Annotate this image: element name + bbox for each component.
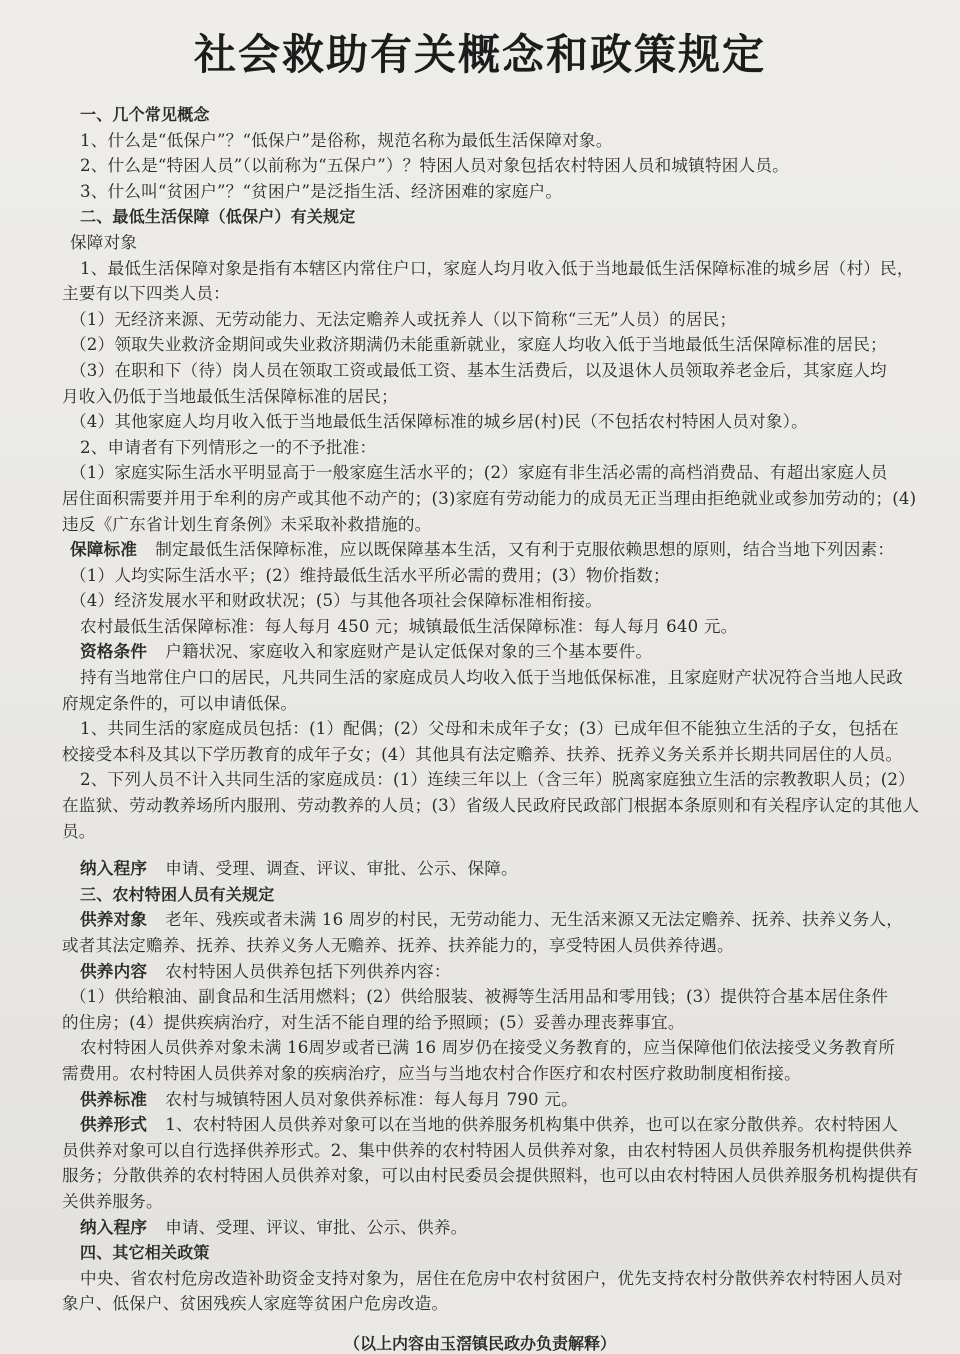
text-line: 校接受本科及其以下学历教育的成年子女；(4）其他具有法定赡养、扶养、抚养义务关系并长期共同居住的人员。 bbox=[62, 744, 903, 764]
term-support-target: 供养对象 bbox=[80, 910, 148, 930]
term-qualification: 资格条件 bbox=[80, 642, 148, 662]
text-line: 员。 bbox=[62, 821, 96, 841]
text-line: 供养标准 农村与城镇特困人员对象供养标准：每人每月 790 元。 bbox=[80, 1089, 578, 1109]
text-line: 3、什么叫“贫困户”？“贫困户”是泛指生活、经济困难的家庭户。 bbox=[80, 181, 563, 201]
text-line: 居住面积需要并用于牟利的房产或其他不动产的；(3)家庭有劳动能力的成员无正当理由拒绝就业或参加劳动的；(4) bbox=[62, 488, 917, 508]
text-line: 持有当地常住户口的居民，凡共同生活的家庭成员人均收入低于当地低保标准，且家庭财产状况符合当地人民政 bbox=[80, 668, 903, 688]
text-line: 服务；分散供养的农村特困人员供养对象，可以由村民委员会提供照料，也可以由农村特困人员供养服务机构提供有 bbox=[62, 1166, 919, 1186]
text-line: 主要有以下四类人员： bbox=[62, 284, 230, 304]
text-line: （1）无经济来源、无劳动能力、无法定赡养人或抚养人（以下简称“三无”人员）的居民； bbox=[70, 309, 737, 329]
text-line: 或者其法定赡养、抚养、扶养义务人无赡养、抚养、扶养能力的，享受特困人员供养待遇。 bbox=[62, 936, 734, 955]
subheading-protection-target: 保障对象 bbox=[70, 232, 138, 252]
text-line: 资格条件 户籍状况、家庭收入和家庭财产是认定低保对象的三个基本要件。 bbox=[80, 642, 653, 662]
text-line: 供养内容 农村特困人员供养包括下列供养内容： bbox=[80, 961, 451, 981]
text-line: 2、下列人员不计入共同生活的家庭成员：(1）连续三年以上（含三年）脱离家庭独立生活的宗教教职人员；(2） bbox=[80, 770, 915, 790]
footer-note: （以上内容由玉滘镇民政办负责解释） bbox=[343, 1333, 616, 1353]
term-support-form: 供养形式 bbox=[80, 1115, 148, 1135]
text-line: （1）人均实际生活水平；(2）维持最低生活水平所必需的费用；(3）物价指数； bbox=[70, 565, 670, 585]
term-admission-procedure: 纳入程序 bbox=[80, 859, 148, 879]
text-line: 1、共同生活的家庭成员包括：(1）配偶；(2）父母和未成年子女；(3）已成年但不能独立生活的子女，包括在 bbox=[80, 719, 899, 739]
text-line: 2、什么是“特困人员”（以前称为“五保户”）？特困人员对象包括农村特困人员和城镇特困人员。 bbox=[80, 156, 789, 176]
text-line: （3）在职和下（待）岗人员在领取工资或最低工资、基本生活费后，以及退休人员领取养老金后，其家庭人均 bbox=[70, 360, 887, 380]
text-line: （4）经济发展水平和财政状况；(5）与其他各项社会保障标准相衔接。 bbox=[70, 591, 602, 611]
text-line: 中央、省农村危房改造补助资金支持对象为，居住在危房中农村贫困户，优先支持农村分散供养农村特困人员对 bbox=[80, 1268, 903, 1288]
text-line: 农村最低生活保障标准：每人每月 450 元；城镇最低生活保障标准：每人每月 640 元。 bbox=[80, 616, 738, 636]
text-line: 府规定条件的，可以申请低保。 bbox=[62, 693, 298, 713]
term-admission-procedure-2: 纳入程序 bbox=[80, 1217, 148, 1237]
term-protection-standard: 保障标准 bbox=[70, 540, 138, 560]
text-line: 供养形式 1、农村特困人员供养对象可以在当地的供养服务机构集中供养，也可以在家分散供养。农村特困人 bbox=[80, 1115, 899, 1135]
text-line: 2、申请者有下列情形之一的不予批准： bbox=[80, 437, 377, 457]
term-support-content: 供养内容 bbox=[80, 961, 148, 981]
section-4-heading: 四、其它相关政策 bbox=[80, 1243, 210, 1263]
text-line: 供养对象 老年、残疾或者未满 16 周岁的村民，无劳动能力、无生活来源又无法定赡养、抚养、扶养义务人， bbox=[80, 910, 903, 930]
text-line: 1、最低生活保障对象是指有本辖区内常住户口，家庭人均月收入低于当地最低生活保障标准的城乡居（村）民， bbox=[80, 258, 914, 278]
text-line: 在监狱、劳动教养场所内服刑、劳动教养的人员；(3）省级人民政府民政部门根据本条原则和有关程序认定的其他人 bbox=[62, 796, 920, 816]
text-line: （2）领取失业救济金期间或失业救济期满仍未能重新就业，家庭人均收入低于当地最低生活保障标准的居民； bbox=[70, 335, 887, 355]
text-line: 纳入程序 申请、受理、调查、评议、审批、公示、保障。 bbox=[80, 859, 518, 879]
text-line: 员供养对象可以自行选择供养形式。2、集中供养的农村特困人员供养对象，由农村特困人员供养服务机构提供供养 bbox=[62, 1140, 913, 1160]
text-line: （1）供给粮油、副食品和生活用燃料；(2）供给服装、被褥等生活用品和零用钱；(3）提供符合基本居住条件 bbox=[70, 987, 889, 1007]
text-line: 月收入仍低于当地最低生活保障标准的居民； bbox=[62, 386, 398, 406]
text-line: 违反《广东省计划生育条例》未采取补救措施的。 bbox=[62, 514, 432, 534]
text-line: 的住房；(4）提供疾病治疗，对生活不能自理的给予照顾；(5）妥善办理丧葬事宜。 bbox=[62, 1012, 685, 1032]
text-line: 纳入程序 申请、受理、评议、审批、公示、供养。 bbox=[80, 1217, 468, 1237]
page-title: 社会救助有关概念和政策规定 bbox=[193, 30, 766, 79]
section-3-heading: 三、农村特困人员有关规定 bbox=[80, 884, 275, 904]
term-support-standard: 供养标准 bbox=[80, 1089, 148, 1109]
text-line: 象户、低保户、贫困残疾人家庭等贫困户危房改造。 bbox=[62, 1294, 449, 1314]
text-line: 1、什么是“低保户”？“低保户”是俗称，规范名称为最低生活保障对象。 bbox=[80, 130, 613, 150]
text-line: 需费用。农村特困人员供养对象的疾病治疗，应当与当地农村合作医疗和农村医疗救助制度相衔接。 bbox=[62, 1063, 801, 1083]
text-line: （1）家庭实际生活水平明显高于一般家庭生活水平的；(2）家庭有非生活必需的高档消费品、有超出家庭人员 bbox=[70, 463, 888, 483]
text-line: （4）其他家庭人均月收入低于当地最低生活保障标准的城乡居(村)民（不包括农村特困人员对象）。 bbox=[70, 412, 808, 432]
section-2-heading: 二、最低生活保障（低保户）有关规定 bbox=[80, 207, 356, 227]
section-1-heading: 一、几个常见概念 bbox=[80, 105, 210, 124]
text-line: 保障标准 制定最低生活保障标准，应以既保障基本生活，又有利于克服依赖思想的原则，结合当地下列因素： bbox=[70, 540, 895, 560]
text-line: 农村特困人员供养对象未满 16周岁或者已满 16 周岁仍在接受义务教育的，应当保障他们依法接受义务教育所 bbox=[80, 1038, 896, 1058]
text-line: 关供养服务。 bbox=[62, 1191, 163, 1211]
